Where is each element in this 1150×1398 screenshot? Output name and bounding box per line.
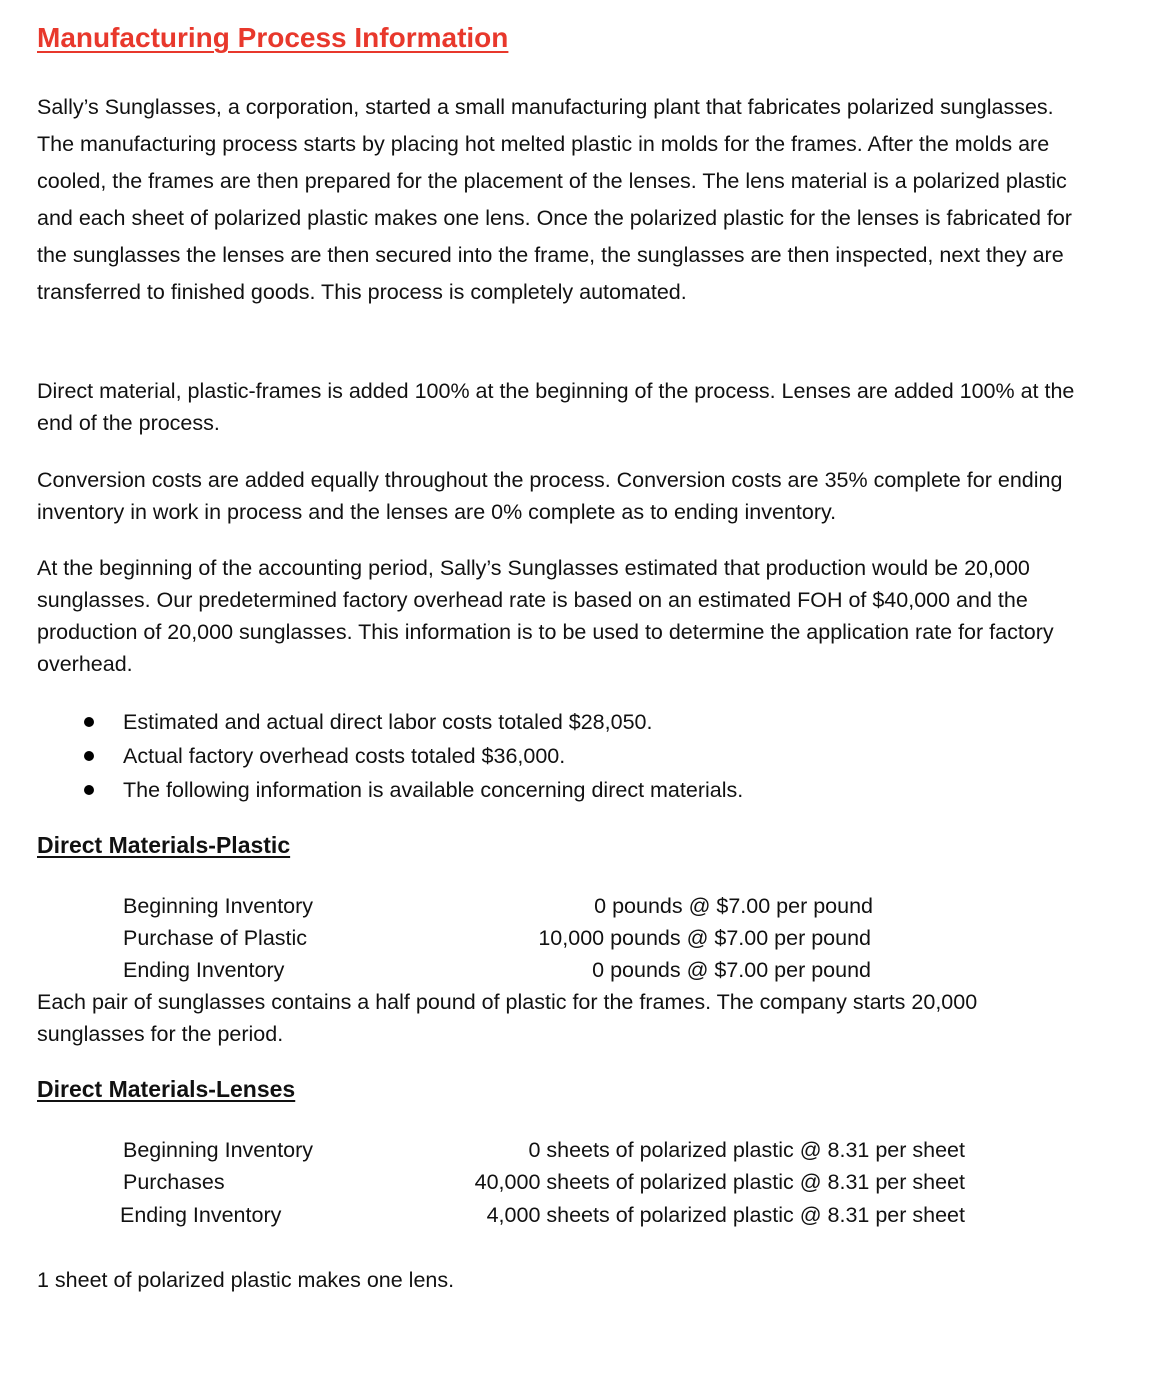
lenses-row-value: 0 sheets of polarized plastic @ 8.31 per sheet [528, 1138, 965, 1162]
lenses-row [123, 1166, 965, 1198]
bullet-item: Actual factory overhead costs totaled $36,000. [37, 739, 1082, 773]
plastic-row-label: Ending Inventory [123, 958, 285, 982]
lenses-row [123, 1134, 965, 1166]
plastic-row-value: 10,000 pounds @ $7.00 per pound [538, 926, 871, 950]
plastic-row [123, 922, 871, 954]
info-bullet-list [37, 705, 1082, 807]
bullet-item: Estimated and actual direct labor costs totaled $28,050. [37, 705, 1082, 739]
plastic-row-label: Beginning Inventory [123, 894, 314, 918]
lenses-row-label: Beginning Inventory [123, 1138, 314, 1162]
lenses-note: 1 sheet of polarized plastic makes one lens. [37, 1268, 455, 1292]
lenses-row-label: Purchases [123, 1170, 225, 1194]
lenses-heading: Direct Materials-Lenses [37, 1076, 296, 1102]
intro-paragraph: Sally’s Sunglasses, a corporation, started a small manufacturing plant that fabricates polarized sunglasses. The manufacturing process starts by placing hot melted plastic in molds for the frames. After the molds are cooled, the frames are then prepared for the placement of the lenses. The lens material is a polarized plastic and each sheet of polarized plastic makes one lens. Once the polarized plastic for the lenses is fabricated for the sunglasses the lenses are then secured into the frame, the sunglasses are then inspected, next they are transferred to finished goods. This process is completely automated. [37, 95, 1072, 304]
lenses-row-label: Ending Inventory [120, 1203, 282, 1227]
plastic-note: Each pair of sunglasses contains a half pound of plastic for the frames. The company starts 20,000 sunglasses for the period. [37, 990, 978, 1046]
plastic-heading: Direct Materials-Plastic [37, 832, 291, 858]
estimate-paragraph: At the beginning of the accounting period, Sally’s Sunglasses estimated that production would be 20,000 sunglasses. Our predetermined factory overhead rate is based on an estimated FOH of $40,000 and the production of 20,000 sunglasses. This information is to be used to determine the application rate for factory overhead. [37, 556, 1054, 676]
plastic-row-value: 0 pounds @ $7.00 per pound [592, 958, 871, 982]
direct-material-paragraph: Direct material, plastic-frames is added 100% at the beginning of the process. Lenses are added 100% at the end of the process. [37, 379, 1075, 435]
plastic-row-value: 0 pounds @ $7.00 per pound [594, 894, 873, 918]
plastic-row [123, 890, 873, 922]
page-title: Manufacturing Process Information [37, 22, 509, 53]
plastic-row [123, 954, 871, 986]
lenses-row [120, 1199, 965, 1231]
plastic-row-label: Purchase of Plastic [123, 926, 308, 950]
lenses-row-value: 4,000 sheets of polarized plastic @ 8.31 per sheet [486, 1203, 965, 1227]
lenses-row-value: 40,000 sheets of polarized plastic @ 8.31 per sheet [474, 1170, 965, 1194]
bullet-item: The following information is available concerning direct materials. [37, 773, 1082, 807]
conversion-paragraph: Conversion costs are added equally throughout the process. Conversion costs are 35% complete for ending inventory in work in process and the lenses are 0% complete as to ending inventory. [37, 468, 1063, 524]
